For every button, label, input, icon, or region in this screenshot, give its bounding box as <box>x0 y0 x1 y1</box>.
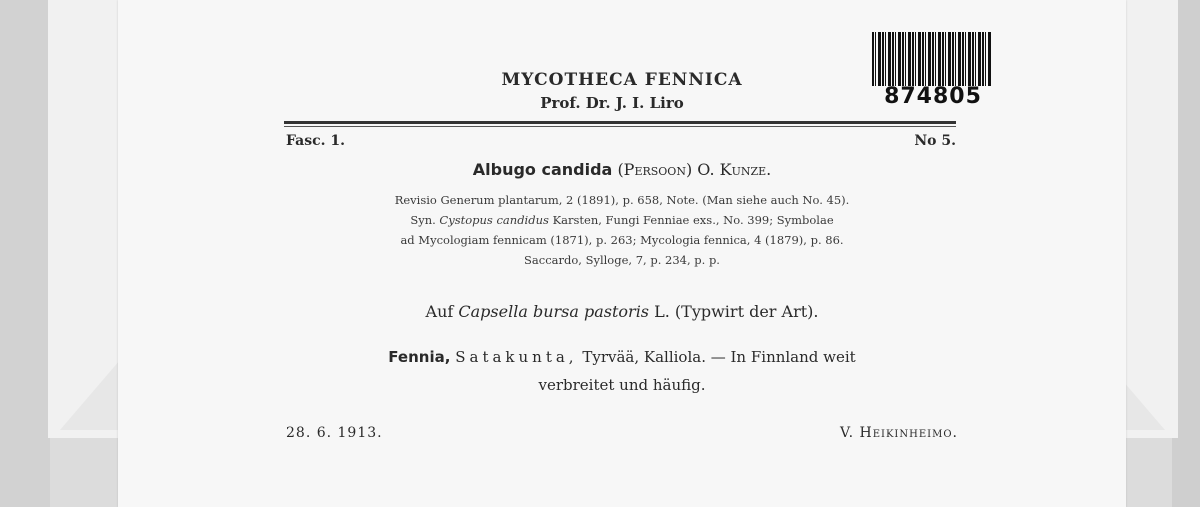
locality-country: Fennia, <box>388 348 451 366</box>
locality-line-1 <box>286 343 958 371</box>
barcode-number: 874805 <box>884 84 982 109</box>
locality-rest: Tyrvää, Kalliola. — In Finnland weit <box>582 348 856 366</box>
fascicle-label: Fasc. 1. <box>286 133 346 149</box>
header-rule <box>284 121 956 124</box>
species-name: Albugo candida <box>472 160 613 179</box>
reference-line-4: Saccardo, Sylloge, 7, p. 234, p. p. <box>524 253 720 267</box>
envelope-flap-left <box>60 360 120 430</box>
synonym-name: Cystopus candidus <box>439 213 549 227</box>
host-suffix: L. (Typwirt der Art). <box>654 302 819 321</box>
synonym-rest: Karsten, Fungi Fenniae exs., No. 399; Symbolae <box>552 213 834 227</box>
reference-line-3: ad Mycologiam fennicam (1871), p. 263; Mycologia fennica, 4 (1879), p. 86. <box>400 233 844 247</box>
collection-date: 28. 6. 1913. <box>286 425 383 441</box>
barcode-image <box>872 32 992 86</box>
collection-editor: Prof. Dr. J. I. Liro <box>540 94 684 112</box>
collection-title: MYCOTHECA FENNICA <box>501 70 743 90</box>
locality-province: Satakunta, <box>455 348 578 366</box>
background-left <box>0 0 50 507</box>
specimen-number: No 5. <box>914 133 956 149</box>
synonym-prefix: Syn. <box>410 213 436 227</box>
reference-line-1: Revisio Generum plantarum, 2 (1891), p. 658, Note. (Man siehe auch No. 45). <box>394 193 850 207</box>
host-species: Capsella bursa pastoris <box>458 302 650 321</box>
species-author: (Persoon) O. Kunze. <box>617 160 772 179</box>
species-line <box>118 160 1126 179</box>
specimen-label <box>118 0 1126 507</box>
locality-line-2: verbreitet und häufig. <box>538 376 706 394</box>
host-line <box>118 302 1126 321</box>
references <box>286 190 958 270</box>
locality <box>286 343 958 399</box>
host-prefix: Auf <box>425 302 454 321</box>
reference-line-2 <box>286 210 958 230</box>
collector-name: V. Heikinheimo. <box>839 425 958 441</box>
header-rule-thin <box>284 126 956 127</box>
